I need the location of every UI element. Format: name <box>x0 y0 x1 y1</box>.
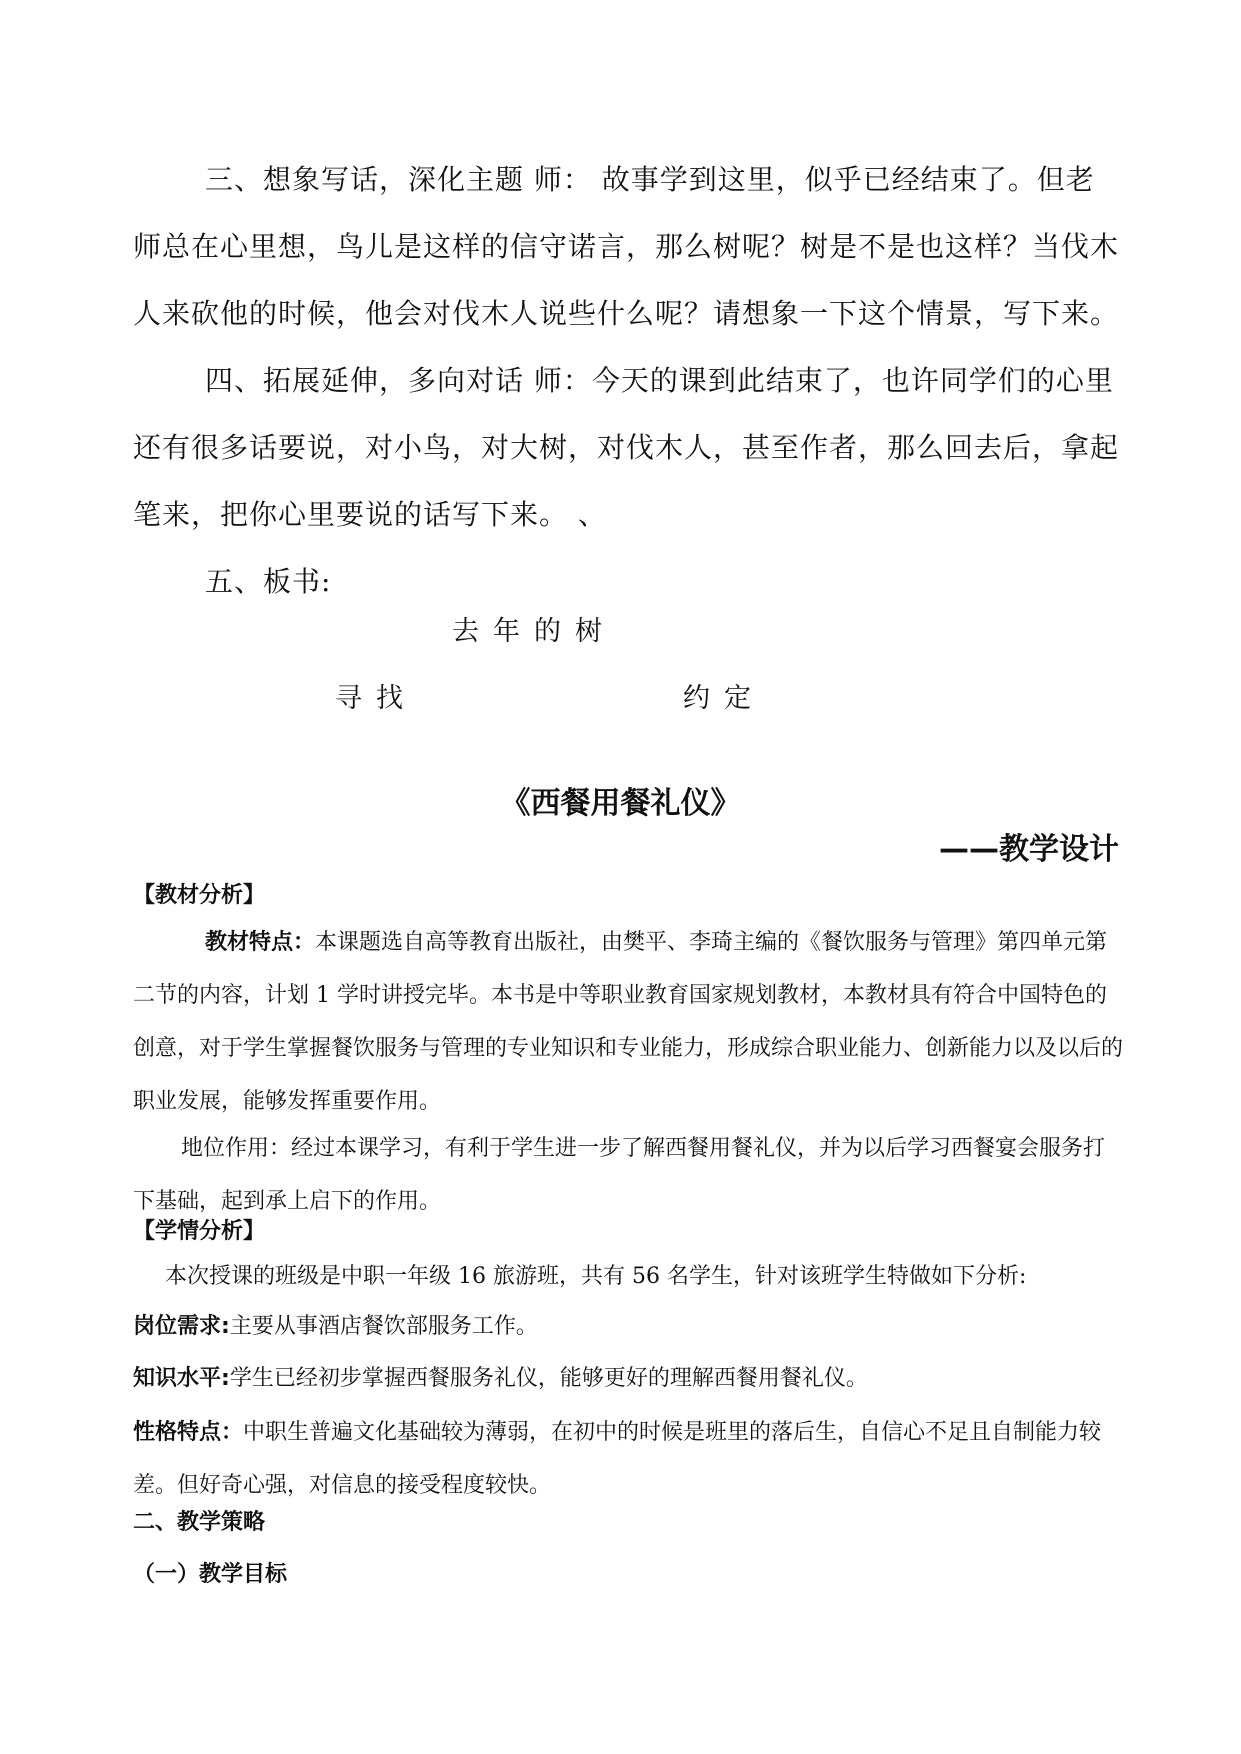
paragraph-knowledge-level: 知识水平:学生已经初步掌握西餐服务礼仪，能够更好的理解西餐用餐礼仪。 <box>133 1366 868 1391</box>
job-demand-label: 岗位需求: <box>133 1314 230 1339</box>
board-right-word: 约定 <box>683 683 765 714</box>
heading-student-analysis: 【学情分析】 <box>133 1219 266 1244</box>
paragraph-student-intro: 本次授课的班级是中职一年级 16 旅游班，共有 56 名学生，针对该班学生特做如下分析: <box>165 1264 1027 1289</box>
heading-teaching-strategy: 二、教学策略 <box>133 1510 266 1535</box>
paragraph-five: 五、板书: <box>205 565 332 598</box>
document-title: 《西餐用餐礼仪》 <box>500 786 741 821</box>
character-label: 性格特点： <box>133 1420 244 1445</box>
heading-teaching-goals: （一）教学目标 <box>133 1562 288 1587</box>
paragraph-four: 四、拓展延伸，多向对话 师：今天的课到此结束了，也许同学们的心里还有很多话要说，对小鸟，对大树，对伐木人，甚至作者，那么回去后，拿起笔来，把你心里要说的话写下来。 、 <box>133 364 1120 531</box>
knowledge-level-label: 知识水平: <box>133 1366 230 1391</box>
paragraph-character: 性格特点：中职生普遍文化基础较为薄弱，在初中的时候是班里的落后生，自信心不足且自制能力较差。但好奇心强，对信息的接受程度较快。 <box>133 1420 1102 1498</box>
paragraph-position: 地位作用：经过本课学习，有利于学生进一步了解西餐用餐礼仪，并为以后学习西餐宴会服务打下基础，起到承上启下的作用。 <box>133 1136 1106 1214</box>
material-features-text: 本课题选自高等教育出版社，由樊平、李琦主编的《餐饮服务与管理》第四单元第二节的内容，计划 1 学时讲授完毕。本书是中等职业教育国家规划教材，本教材具有符合中国特色的创意，对于学生掌握餐饮服务与管理的专业知识和专业能力，形成综合职业能力、创新能力以及以后的职业发展，能够发挥重要作用。 <box>133 930 1124 1114</box>
paragraph-three: 三、想象写话，深化主题 师： 故事学到这里，似乎已经结束了。但老师总在心里想，鸟儿是这样的信守诺言，那么树呢？树是不是也这样？当伐木人来砍他的时候，他会对伐木人说些什么呢？请想象一下这个情景，写下来。 <box>133 163 1120 330</box>
heading-material-analysis: 【教材分析】 <box>133 883 266 908</box>
board-left-word: 寻找 <box>335 683 417 714</box>
board-title: 去年的树 <box>452 616 616 647</box>
paragraph-material-features <box>133 916 1123 1128</box>
paragraph-job-demand: 岗位需求:主要从事酒店餐饮部服务工作。 <box>133 1314 538 1339</box>
material-features-label: 教材特点： <box>205 930 316 955</box>
document-subtitle: ——教学设计 <box>939 832 1119 867</box>
